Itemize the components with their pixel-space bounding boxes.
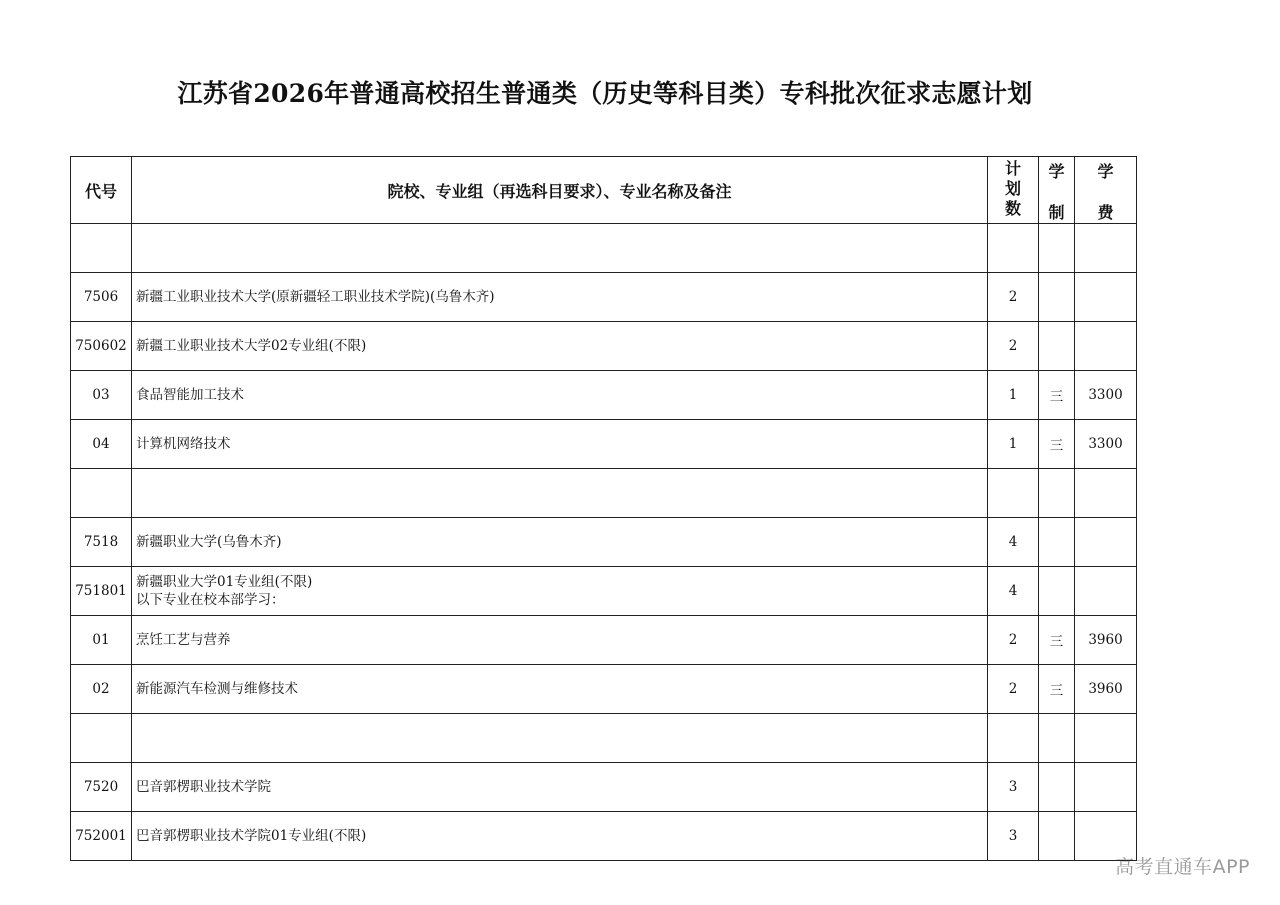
- cell-duration: [1039, 469, 1075, 518]
- cell-plan: 1: [988, 371, 1039, 420]
- cell-fee: [1075, 518, 1137, 567]
- name-line: 以下专业在校本部学习：: [136, 592, 285, 608]
- cell-duration: [1039, 273, 1075, 322]
- header-fee: 学 费: [1075, 157, 1137, 224]
- cell-code: 7506: [71, 273, 132, 322]
- cell-plan: 3: [988, 763, 1039, 812]
- table-row: [71, 616, 1137, 665]
- cell-duration: 三: [1039, 371, 1075, 420]
- cell-plan: [988, 714, 1039, 763]
- header-code: 代号: [71, 157, 132, 224]
- cell-name: [132, 420, 988, 469]
- enrollment-plan-table: [70, 156, 1137, 861]
- cell-fee: 3300: [1075, 420, 1137, 469]
- cell-name: [132, 273, 988, 322]
- name-line: 新疆工业职业技术大学(原新疆轻工职业技术学院)(乌鲁木齐): [136, 289, 495, 305]
- cell-fee: [1075, 469, 1137, 518]
- table-row: [71, 322, 1137, 371]
- header-name: 院校、专业组（再选科目要求）、专业名称及备注: [132, 157, 988, 224]
- cell-name: [132, 665, 988, 714]
- name-line: 新疆工业职业技术大学02专业组(不限): [136, 338, 367, 354]
- document-title: 江苏省2026年普通高校招生普通类（历史等科目类）专科批次征求志愿计划: [177, 79, 1033, 108]
- cell-name: [132, 616, 988, 665]
- table-row: [71, 567, 1137, 616]
- cell-name: [132, 469, 988, 518]
- cell-code: [71, 714, 132, 763]
- header-duration: 学 制: [1039, 157, 1075, 224]
- cell-name: [132, 518, 988, 567]
- cell-duration: [1039, 518, 1075, 567]
- cell-plan: 2: [988, 273, 1039, 322]
- cell-name: [132, 224, 988, 273]
- cell-name: [132, 322, 988, 371]
- cell-duration: [1039, 567, 1075, 616]
- cell-plan: 2: [988, 322, 1039, 371]
- cell-code: 02: [71, 665, 132, 714]
- table-row: [71, 420, 1137, 469]
- cell-duration: 三: [1039, 420, 1075, 469]
- name-line: 巴音郭楞职业技术学院01专业组(不限): [136, 828, 367, 844]
- cell-fee: 3960: [1075, 665, 1137, 714]
- name-line: 巴音郭楞职业技术学院: [136, 779, 271, 795]
- cell-code: 752001: [71, 812, 132, 861]
- table-row: [71, 518, 1137, 567]
- table-body: [71, 224, 1137, 861]
- name-line: 新疆职业大学01专业组(不限): [136, 574, 313, 590]
- cell-duration: [1039, 224, 1075, 273]
- cell-plan: 2: [988, 665, 1039, 714]
- cell-name: [132, 763, 988, 812]
- table-row: [71, 812, 1137, 861]
- cell-fee: [1075, 763, 1137, 812]
- cell-fee: [1075, 224, 1137, 273]
- cell-name: [132, 567, 988, 616]
- cell-plan: 4: [988, 518, 1039, 567]
- cell-code: 04: [71, 420, 132, 469]
- cell-code: 01: [71, 616, 132, 665]
- cell-duration: [1039, 812, 1075, 861]
- cell-duration: [1039, 763, 1075, 812]
- name-line: 食品智能加工技术: [136, 387, 244, 403]
- table-header-row: [71, 157, 1137, 224]
- cell-name: [132, 371, 988, 420]
- name-line: 新能源汽车检测与维修技术: [136, 681, 298, 697]
- name-line: 新疆职业大学(乌鲁木齐): [136, 534, 282, 550]
- name-line: 计算机网络技术: [136, 436, 231, 452]
- cell-fee: [1075, 714, 1137, 763]
- watermark: 高考直通车APP: [1115, 856, 1250, 878]
- cell-fee: [1075, 322, 1137, 371]
- table-row: [71, 714, 1137, 763]
- cell-plan: 2: [988, 616, 1039, 665]
- cell-plan: 1: [988, 420, 1039, 469]
- table-row: [71, 763, 1137, 812]
- table-row: [71, 469, 1137, 518]
- cell-name: [132, 714, 988, 763]
- cell-fee: 3960: [1075, 616, 1137, 665]
- cell-code: 7520: [71, 763, 132, 812]
- cell-plan: [988, 469, 1039, 518]
- cell-name: [132, 812, 988, 861]
- cell-duration: 三: [1039, 616, 1075, 665]
- table-row: [71, 273, 1137, 322]
- cell-fee: 3300: [1075, 371, 1137, 420]
- cell-code: 7518: [71, 518, 132, 567]
- header-plan: 计 划 数: [988, 157, 1039, 224]
- table-row: [71, 665, 1137, 714]
- cell-code: 751801: [71, 567, 132, 616]
- cell-code: [71, 224, 132, 273]
- cell-fee: [1075, 273, 1137, 322]
- cell-plan: [988, 224, 1039, 273]
- table-row: [71, 224, 1137, 273]
- cell-code: 03: [71, 371, 132, 420]
- cell-code: [71, 469, 132, 518]
- cell-plan: 4: [988, 567, 1039, 616]
- cell-code: 750602: [71, 322, 132, 371]
- name-line: 烹饪工艺与营养: [136, 632, 231, 648]
- cell-duration: [1039, 714, 1075, 763]
- cell-plan: 3: [988, 812, 1039, 861]
- table-row: [71, 371, 1137, 420]
- cell-duration: [1039, 322, 1075, 371]
- cell-fee: [1075, 567, 1137, 616]
- cell-duration: 三: [1039, 665, 1075, 714]
